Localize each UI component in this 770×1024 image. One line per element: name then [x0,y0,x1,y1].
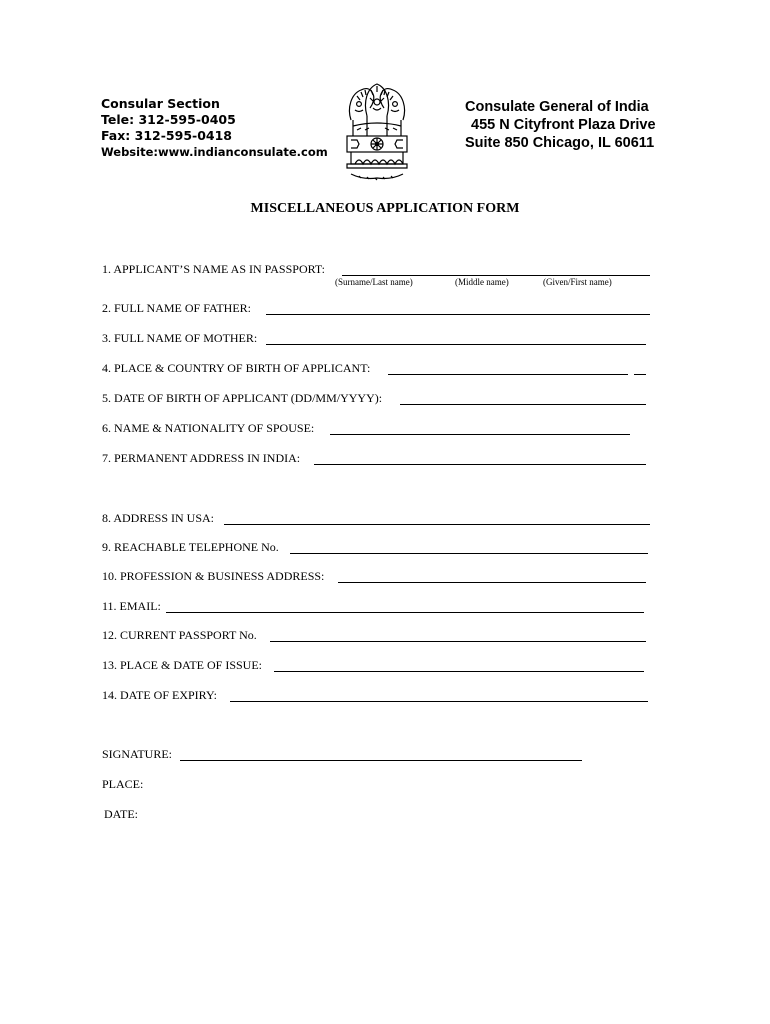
father-name-field[interactable] [102,301,662,315]
profession-line[interactable] [338,582,646,583]
spouse-field[interactable] [102,421,662,435]
passport-line[interactable] [270,641,646,642]
middle-name-hint: (Middle name) [455,277,509,287]
india-address-label: 7. PERMANENT ADDRESS IN INDIA: [102,451,301,465]
consulate-name: Consulate General of India [465,99,649,115]
date-label: DATE: [104,807,138,821]
profession-label: 10. PROFESSION & BUSINESS ADDRESS: [102,569,325,583]
applicant-name-field[interactable] [102,262,662,276]
consulate-address-line-2: Suite 850 Chicago, IL 60611 [465,135,655,151]
place-field[interactable] [102,777,302,791]
date-field[interactable] [104,807,304,821]
signature-label: SIGNATURE: [102,747,173,761]
usa-address-line[interactable] [224,524,650,525]
consular-section-title: Consular Section [101,96,220,111]
expiry-line[interactable] [230,701,648,702]
consulate-address-block [465,98,656,152]
birth-place-field[interactable] [102,361,662,375]
passport-field[interactable] [102,628,662,642]
date-of-birth-line[interactable] [400,404,646,405]
consulate-address-line-1: 455 N Cityfront Plaza Drive [471,117,656,133]
issue-line[interactable] [274,671,644,672]
website-text: Website:www.indianconsulate.com [101,145,328,159]
usa-address-label: 8. ADDRESS IN USA: [102,511,215,525]
father-name-label: 2. FULL NAME OF FATHER: [102,301,252,315]
telephone-number: Tele: 312-595-0405 [101,112,236,127]
signature-line[interactable] [180,760,582,761]
surname-hint: (Surname/Last name) [335,277,413,287]
mother-name-label: 3. FULL NAME OF MOTHER: [102,331,258,345]
india-address-line[interactable] [314,464,646,465]
signature-field[interactable] [102,747,662,761]
email-field[interactable] [102,599,662,613]
usa-address-field[interactable] [102,511,662,525]
telephone-label: 9. REACHABLE TELEPHONE No. [102,540,279,554]
birth-place-label: 4. PLACE & COUNTRY OF BIRTH OF APPLICANT: [102,361,371,375]
birth-place-line[interactable] [388,374,628,375]
applicant-name-line[interactable] [342,275,650,276]
place-label: PLACE: [102,777,144,791]
birth-place-line-tail [634,374,646,375]
expiry-label: 14. DATE OF EXPIRY: [102,688,217,702]
profession-field[interactable] [102,569,662,583]
mother-name-field[interactable] [102,331,662,345]
india-address-field[interactable] [102,451,662,465]
applicant-name-label: 1. APPLICANT’S NAME AS IN PASSPORT: [102,262,325,276]
issue-label: 13. PLACE & DATE OF ISSUE: [102,658,263,672]
mother-name-line[interactable] [266,344,646,345]
date-of-birth-field[interactable] [102,391,662,405]
date-of-birth-label: 5. DATE OF BIRTH OF APPLICANT (DD/MM/YYYY): [102,391,383,405]
email-label: 11. EMAIL: [102,599,161,613]
consular-section-block [101,96,328,160]
father-name-line[interactable] [266,314,650,315]
national-emblem-icon [337,80,417,184]
issue-field[interactable] [102,658,662,672]
given-name-hint: (Given/First name) [543,277,612,287]
expiry-field[interactable] [102,688,662,702]
form-title: MISCELLANEOUS APPLICATION FORM [250,201,520,216]
spouse-label: 6. NAME & NATIONALITY OF SPOUSE: [102,421,315,435]
passport-label: 12. CURRENT PASSPORT No. [102,628,257,642]
email-line[interactable] [166,612,644,613]
spouse-line[interactable] [330,434,630,435]
fax-number: Fax: 312-595-0418 [101,128,233,143]
telephone-field[interactable] [102,540,662,554]
telephone-line[interactable] [290,553,648,554]
